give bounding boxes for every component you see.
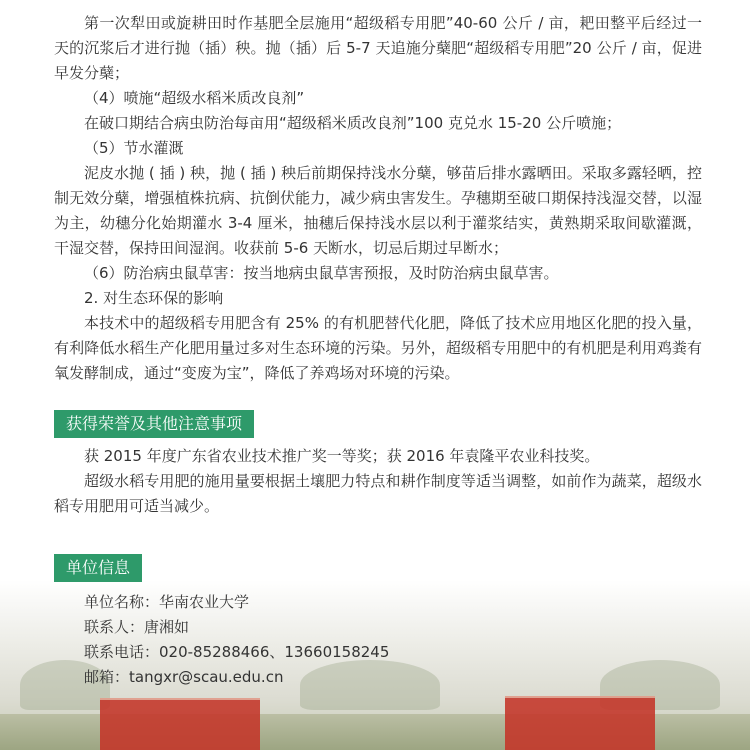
paragraph-basal-fertilizer: 第一次犁田或旋耕田时作基肥全层施用“超级稻专用肥”40-60 公斤 / 亩，耙田整平后经过一天的沉浆后才进行抛（插）秧。抛（插）后 5-7 天追施分蘖肥“超级稻专用肥”20 公斤 / 亩，促进早发分蘖； xyxy=(54,14,702,82)
subheading-water-saving: （5）节水灌溉 xyxy=(84,139,184,157)
unit-name: 单位名称：华南农业大学 xyxy=(84,593,250,611)
background-sign-left xyxy=(100,698,260,750)
paragraph-spray-improver: 在破口期结合病虫防治每亩用“超级稻米质改良剂”100 克兑水 15-20 公斤喷施； xyxy=(84,114,622,132)
contact-email: 邮箱：tangxr@scau.edu.cn xyxy=(84,668,284,686)
subheading-eco-impact: 2. 对生态环保的影响 xyxy=(84,289,224,307)
subheading-spray-improver: （4）喷施“超级水稻米质改良剂” xyxy=(84,89,305,107)
contact-phone: 联系电话：020-85288466、13660158245 xyxy=(84,643,390,661)
paragraph-eco-impact: 本技术中的超级稻专用肥含有 25% 的有机肥替代化肥，降低了技术应用地区化肥的投入量，有利降低水稻生产化肥用量过多对生态环境的污染。另外，超级稻专用肥中的有机肥是利用鸡粪有氧发酵制成，通过“变废为宝”，降低了养鸡场对环境的污染。 xyxy=(54,314,702,382)
background-sign-right xyxy=(505,696,655,750)
paragraph-water-saving: 泥皮水抛 ( 插 ) 秧，抛 ( 插 ) 秧后前期保持浅水分蘖，够苗后排水露晒田。采取多露轻晒，控制无效分蘖，增强植株抗病、抗倒伏能力，减少病虫害发生。孕穗期至破口期保持浅湿交替，以湿为主，幼穗分化始期灌水 3-4 厘米，抽穗后保持浅水层以利于灌浆结实，黄熟期采取间歇灌溉，干湿交替，保持田间湿润。收获前 5-6 天断水，切忌后期过早断水； xyxy=(54,164,702,257)
paragraph-notes: 超级水稻专用肥的施用量要根据土壤肥力特点和耕作制度等适当调整，如前作为蔬菜，超级水稻专用肥用可适当减少。 xyxy=(54,472,702,515)
contact-person: 联系人：唐湘如 xyxy=(84,618,190,636)
unit-info-block xyxy=(54,590,702,690)
document-body xyxy=(0,11,750,690)
paragraph-honors: 获 2015 年度广东省农业技术推广奖一等奖；获 2016 年袁隆平农业科技奖。 xyxy=(84,447,600,465)
paragraph-pest-control: （6）防治病虫鼠草害：按当地病虫鼠草害预报，及时防治病虫鼠草害。 xyxy=(84,264,559,282)
honors-heading: 获得荣誉及其他注意事项 xyxy=(54,410,254,438)
unit-info-heading: 单位信息 xyxy=(54,554,142,582)
